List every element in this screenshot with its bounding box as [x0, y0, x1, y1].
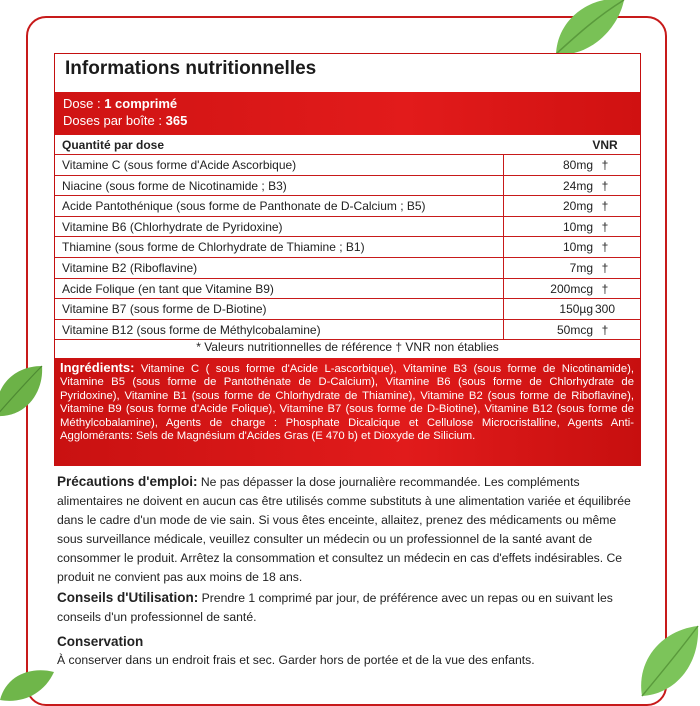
nutrient-amount: 50mcg	[556, 322, 593, 337]
nutrient-amount: 80mg	[562, 158, 593, 172]
nutrient-name: Acide Folique (en tant que Vitamine B9)	[62, 281, 274, 296]
mint-leaf-icon	[0, 664, 56, 704]
nutrient-amount: 10mg	[562, 240, 593, 255]
nutrient-amount: 10mg	[562, 219, 593, 234]
conseils-text: Prendre 1 comprimé par jour, de préférence avec un repas ou en suivant les conseils d'un professionnel de santé.	[57, 591, 613, 624]
nutrient-amount: 20mg	[562, 199, 593, 214]
table-row	[55, 320, 640, 341]
table-row	[55, 155, 640, 176]
ingredients-band	[55, 358, 640, 466]
nutrient-vnr: †	[601, 219, 609, 234]
table-row	[55, 299, 640, 320]
table-header	[55, 135, 640, 155]
nutrient-vnr: †	[601, 178, 609, 193]
nutrient-name: Acide Pantothénique (sous forme de Panthonate de D-Calcium ; B5)	[62, 199, 426, 214]
conseils-title: Conseils d'Utilisation:	[57, 590, 199, 605]
precautions-title: Précautions d'emploi:	[57, 474, 198, 489]
nutrient-name: Vitamine B12 (sous forme de Méthylcobalamine)	[62, 322, 321, 337]
footnote: * Valeurs nutritionnelles de référence † VNR non établies	[196, 340, 499, 354]
header-quantity: Quantité par dose	[62, 138, 165, 152]
dose-line	[63, 95, 640, 112]
table-row	[55, 258, 640, 279]
nutrient-name: Vitamine B2 (Riboflavine)	[62, 260, 198, 275]
dose-label: Dose :	[63, 96, 105, 111]
precautions-text: Ne pas dépasser la dose journalière recommandée. Les compléments alimentaires ne doivent en aucun cas être utilisés comme substituts à une alimentation variée et équilibrée dans le cadre d'un mode de vie sain. Si vous êtes enceinte, allaitez, prenez des médicaments ou même sous surveillance médicale, veuillez consulter un médecin ou un professionnel de la santé avant de consommer le produit. Arrêtez la consommation et consultez un médecin en cas d'effets indésirables. Ce produit ne convient pas aux moins de 18 ans.	[57, 475, 631, 584]
ingredients-text: Vitamine C ( sous forme d'Acide L-ascorbique), Vitamine B3 (sous forme de Nicotinamide), Vitamine B5 (sous forme de Pantothénate de D-Calcium), Vitamine B6 (sous forme de Chlorhydrate de Pyridoxine), Vitamine B1 (sous forme de Chlorhydrate de Thiamine), Vitamine B2 (sous forme de Riboflavine), Vitamine B9 (sous forme d'Acide Folique), Vitamine B7 (sous forme de D-Biotine), Vitamine B12 (sous forme de Méthylcobalamine), Agents de charge : Phosphate Dicalcique et Cellulose Microcristalline, Agents Anti-Agglomérants: Sels de Magnésium d'Acides Gras (E 470 b) et Dioxyde de Silicium.	[60, 363, 635, 443]
header-vnr: VNR	[592, 138, 618, 152]
conservation-title: Conservation	[57, 634, 144, 649]
doses-box-line	[63, 112, 640, 129]
doses-box-value: 365	[165, 113, 188, 128]
mint-leaf-icon	[0, 362, 48, 422]
conseils-section	[57, 588, 633, 627]
nutrient-amount: 150µg	[559, 302, 593, 317]
nutrient-name: Vitamine B6 (Chlorhydrate de Pyridoxine)	[62, 219, 283, 234]
conservation-section	[57, 632, 633, 670]
table-row	[55, 196, 640, 217]
precautions-section	[57, 472, 633, 587]
conservation-text: À conserver dans un endroit frais et sec. Garder hors de portée et de la vue des enfants.	[57, 653, 535, 667]
table-row	[55, 237, 640, 258]
nutrient-vnr: †	[601, 158, 609, 172]
dose-value: 1 comprimé	[104, 96, 178, 111]
nutrition-table	[55, 135, 640, 340]
table-row	[55, 217, 640, 238]
nutrient-vnr: †	[601, 281, 609, 296]
nutrient-amount: 7mg	[569, 260, 593, 275]
table-row	[55, 279, 640, 300]
ingredients-label: Ingrédients:	[60, 360, 135, 375]
nutrient-vnr: †	[601, 322, 609, 337]
nutrient-name: Thiamine (sous forme de Chlorhydrate de Thiamine ; B1)	[62, 240, 365, 255]
nutrient-amount: 200mcg	[550, 281, 593, 296]
nutrient-vnr: 300	[594, 302, 616, 317]
nutrient-vnr: †	[601, 260, 609, 275]
nutrition-panel	[54, 53, 641, 466]
nutrient-name: Vitamine B7 (sous forme de D-Biotine)	[62, 302, 267, 317]
nutrient-name: Niacine (sous forme de Nicotinamide ; B3)	[62, 178, 287, 193]
doses-box-label: Doses par boîte :	[63, 113, 166, 128]
table-row	[55, 176, 640, 197]
nutrient-name: Vitamine C (sous forme d'Acide Ascorbique)	[62, 158, 297, 172]
nutrient-vnr: †	[601, 199, 609, 214]
dose-band	[55, 92, 640, 135]
panel-title: Informations nutritionnelles	[65, 58, 317, 79]
nutrient-amount: 24mg	[562, 178, 593, 193]
mint-leaf-icon	[632, 620, 700, 700]
nutrient-vnr: †	[601, 240, 609, 255]
